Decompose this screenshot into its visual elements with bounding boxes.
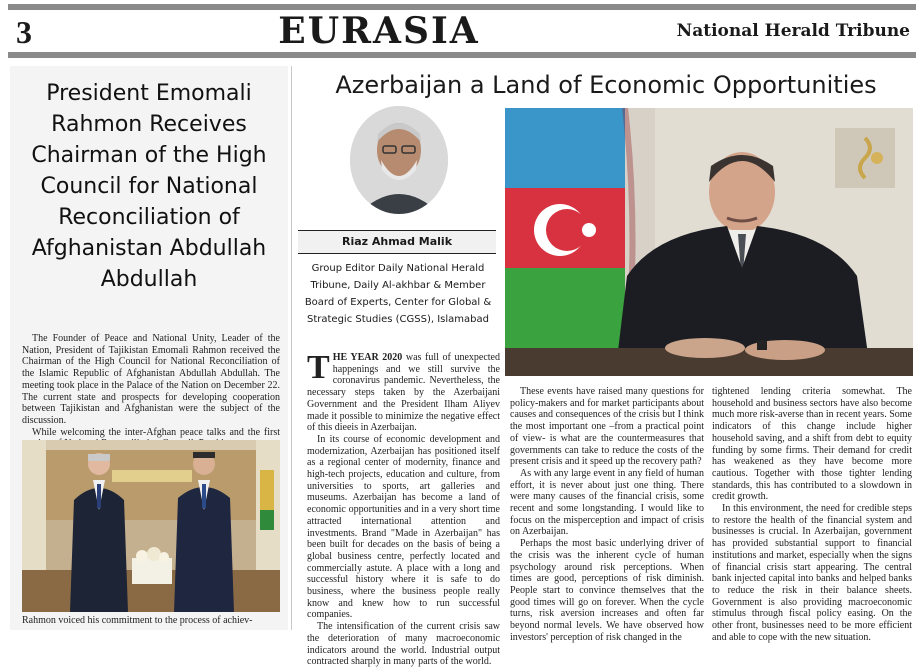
- left-article-body: [22, 333, 280, 450]
- main-article-column-3: [712, 386, 912, 643]
- drop-cap: T: [307, 349, 330, 386]
- main-article-column-2: [510, 386, 704, 643]
- masthead: [0, 0, 924, 62]
- main-article-lead-paragraph: [307, 349, 500, 434]
- left-article-headline: President Emomali Rahmon Receives Chairman of the High Council for National Reconciliation of Afghanistan Abdullah Abdullah: [31, 81, 267, 292]
- main-article-paragraph: The intensification of the current crisis saw the deterioration of many macroeconomic indicators around the world. Industrial output contracted sharply in many parts of the world.: [307, 621, 500, 668]
- meeting-photo-illustration: [22, 440, 280, 612]
- main-article-paragraph: These events have raised many questions for policy-makers and for market participants about causes and consequences of the crisis but I think the most important one –from a practical point of view- is what are the countermeasures that governments can take to reduce the costs of the present crisis and it speed up the recovery path?: [510, 386, 704, 468]
- page-number: 3: [16, 14, 32, 50]
- president-photo-illustration: [505, 108, 913, 376]
- main-article-paragraph: Perhaps the most basic underlying driver of the crisis was the inherent cycle of human psychology around risk perceptions. When times are good, perceptions of risk diminish. People start to convince themselves that the good times will go on forever. When the cycle turns, risk aversion increases and often far beyond normal levels. We have observed how investors' perception of risk changed in the: [510, 538, 704, 643]
- masthead-rule-bottom: [8, 52, 916, 58]
- main-article-paragraph: tightened lending criteria somewhat. The household and business sectors have also become much more risk-averse than in recent years. Some indicators of this change include higher household saving, and a shift from debt to equity funding by some firms. Their demand for credit has weakened as they have become more cautious. Together with those tighter lending standards, this has contributed to a slowdown in credit growth.: [712, 386, 912, 503]
- author-portrait: [350, 106, 448, 214]
- main-article-paragraph: As with any large event in any field of human effort, it is never about just one thing. There were many causes of the financial crisis, some recent and some longstanding. I would like to focus on the misperception and impact of crisis on Azerbaijan.: [510, 467, 704, 538]
- president-photo: [505, 108, 913, 376]
- author-portrait-illustration: [350, 106, 448, 214]
- left-article-continued: Rahmon voiced his commitment to the process of achiev-: [22, 615, 253, 626]
- left-article-paragraph: While welcoming the inter-Afghan peace talks and the first: [32, 426, 280, 438]
- main-article-headline: Azerbaijan a Land of Economic Opportunities: [335, 71, 877, 99]
- author-bio: Group Editor Daily National Herald Tribune, Daily Al-akhbar & Member Board of Experts, Center for Global & Strategic Studies (CGSS), Islamabad: [304, 263, 492, 325]
- meeting-photo: [22, 440, 280, 612]
- column-divider: [291, 66, 292, 630]
- main-article-column-1: [307, 349, 500, 668]
- main-article-paragraph: In this environment, the need for credible steps to restore the health of the financial system and businesses is crucial. In Azerbaijan, government has provided substantial support to financial institutions and market, especially when the signs of financial crisis start appearing. The central bank injected capital into banks and helped banks to reduce the risk in their balance sheets. Government is also providing macroeconomic stimulus through fiscal policy easing. On the other front, businesses need to be more efficient and able to cope with the new situation.: [712, 503, 912, 643]
- main-article-paragraph: In its course of economic development and modernization, Azerbaijan has positioned itself as a regional center of modernity, finance and high-tech projects, education and culture, from universities to sports, art galleries and museums. Azerbaijan has become a land of economic opportunities and in a very short time attracted international attention and investments. Brand "Made in Azerbaijan" has been built for decades on the basis of being a global business centre, perfectly located and commercially astute. A place with a long and successful history where it is safe to do business, where the business people really know and knew how to run successful companies.: [307, 433, 500, 621]
- publication-name: National Herald Tribune: [676, 21, 910, 41]
- left-article-paragraph: The Founder of Peace and National Unity, Leader of the Nation, President of Tajikistan Emomali Rahmon received the Chairman of the High Council for National Reconciliation of the Islamic Republic of Afghanistan Abdullah Abdullah. The meeting took place in the Palace of the Nation on December 22. The current state and prospects for developing cooperation between Tajikistan and Afghanistan were the subject of the discussion.: [22, 333, 280, 426]
- lead-text: was full of unexpected happenings and we still survive the coronavirus pandemic. Nevertheless, the necessary steps taken by the Azerbaijani Government and the President Ilham Aliyev made it possible to minimize the negative effect of this dieeis in Azerbaijan.: [307, 352, 500, 434]
- author-name: Riaz Ahmad Malik: [298, 230, 496, 254]
- section-title: EURASIA: [278, 10, 480, 52]
- lead-phrase: HE YEAR 2020: [332, 352, 403, 363]
